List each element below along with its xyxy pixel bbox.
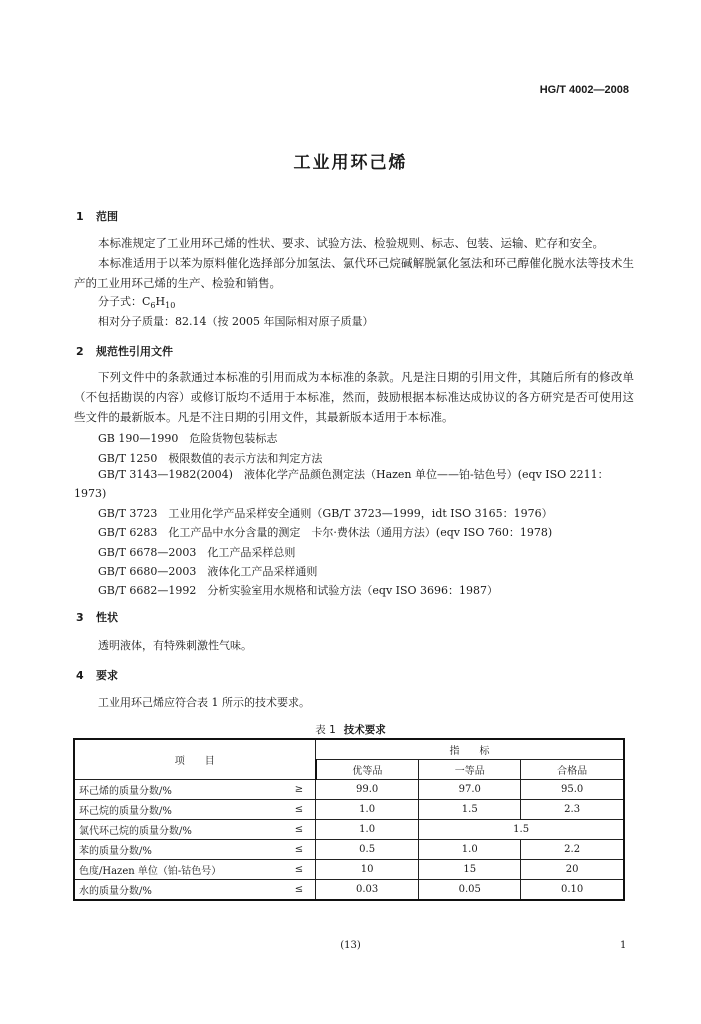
table-row [74,780,624,800]
row-operator: ≤ [283,800,316,820]
reference-item: GB/T 6283 化工产品中水分含量的测定 卡尔·费休法（通用方法）(eqv ISO 760：1978) [98,526,553,539]
table-header-row [74,739,624,760]
section-2-heading [76,343,173,359]
reference-item: GB/T 3143—1982(2004) 液体化学产品颜色测定法（Hazen 单位——铂-钴色号）(eqv ISO 2211： [98,468,609,481]
row-item: 水的质量分数/% [74,880,283,901]
row-operator: ≤ [283,880,316,901]
section-2-number: 2 [76,345,84,358]
formula-h: H [155,295,166,308]
row-value: 1.0 [316,800,419,820]
row-value: 2.3 [521,800,624,820]
table-row [74,800,624,820]
formula-h-subscript: 10 [165,301,176,311]
row-value: 0.03 [316,880,419,901]
table-caption-title: 技术要求 [343,724,386,736]
section-3-heading [76,609,118,625]
row-value: 0.5 [316,840,419,860]
reference-item: GB/T 6680—2003 液体化工产品采样通则 [98,565,318,578]
table-caption-label: 表 1 [315,724,336,736]
section-1-paragraph-2: 本标准适用于以苯为原料催化选择部分加氢法、氯代环己烷碱解脱氯化氢法和环己醇催化脱水法等技术生产的工业用环己烯的生产、检验和销售。 [74,256,634,290]
row-value: 1.0 [316,820,419,840]
table-row [74,820,624,840]
row-value: 2.2 [521,840,624,860]
formula-c-subscript: 6 [150,301,156,311]
reference-item: GB 190—1990 危险货物包装标志 [98,432,278,445]
section-4-text: 工业用环己烯应符合表 1 所示的技术要求。 [98,696,310,709]
row-value: 0.05 [419,880,521,901]
footer-page-label: (13) [340,940,361,951]
section-1-paragraph-1: 本标准规定了工业用环己烯的性状、要求、试验方法、检验规则、标志、包装、运输、贮存和安全。 [98,236,604,250]
reference-item: GB/T 6678—2003 化工产品采样总则 [98,546,296,559]
row-item: 氯代环己烷的质量分数/% [74,820,283,840]
section-1-number: 1 [76,210,84,223]
header-item: 项 目 [74,739,316,780]
header-index: 指 标 [316,739,625,760]
reference-item: GB/T 1250 极限数值的表示方法和判定方法 [98,452,323,465]
section-3-title: 性状 [96,611,118,624]
grade-superior: 优等品 [316,760,419,780]
section-2-paragraph: 下列文件中的条款通过本标准的引用而成为本标准的条款。凡是注日期的引用文件，其随后所有的修改单（不包括勘误的内容）或修订版均不适用于本标准，然而，鼓励根据本标准达成协议的各方研究是否可使用这些文件的最新版本。凡是不注日期的引用文件，其最新版本适用于本标准。 [74,370,634,424]
row-value: 0.10 [521,880,624,901]
row-value: 99.0 [316,780,419,800]
row-operator: ≤ [283,820,316,840]
formula-label: 分子式： [98,295,142,308]
row-operator: ≥ [283,780,316,800]
row-item: 苯的质量分数/% [74,840,283,860]
section-4-number: 4 [76,669,84,682]
row-value: 95.0 [521,780,624,800]
requirements-table [73,738,625,901]
row-value: 1.5 [419,800,521,820]
formula-c: C [142,295,151,308]
row-value: 20 [521,860,624,880]
row-value-merged: 1.5 [419,820,624,840]
section-2-title: 规范性引用文件 [96,345,173,358]
grade-first: 一等品 [419,760,521,780]
row-item: 色度/Hazen 单位（铂-钴色号） [74,860,283,880]
standard-code: HG/T 4002—2008 [539,84,629,96]
table-row [74,860,624,880]
row-operator: ≤ [283,840,316,860]
reference-item-continuation: 1973) [74,487,107,500]
section-4-title: 要求 [96,669,118,682]
section-1-title: 范围 [96,210,118,223]
row-value: 97.0 [419,780,521,800]
row-operator: ≤ [283,860,316,880]
table-row [74,840,624,860]
section-4-heading [76,667,118,683]
section-1-heading [76,208,118,224]
section-3-number: 3 [76,611,84,624]
document-title: 工业用环己烯 [293,153,408,173]
row-item: 环己烯的质量分数/% [74,780,283,800]
grade-qualified: 合格品 [521,760,624,780]
table-caption [0,722,701,737]
reference-item: GB/T 3723 工业用化学产品采样安全通则（GB/T 3723—1999，idt ISO 3165：1976） [98,507,553,520]
relative-molecular-mass: 相对分子质量：82.14（按 2005 年国际相对原子质量） [98,315,374,328]
table-row [74,880,624,901]
row-value: 1.0 [419,840,521,860]
reference-item: GB/T 6682—1992 分析实验室用水规格和试验方法（eqv ISO 3696：1987） [98,584,499,597]
section-3-text: 透明液体，有特殊刺激性气味。 [98,639,252,652]
row-value: 10 [316,860,419,880]
footer-page-number: 1 [620,940,627,951]
molecular-formula [98,293,175,310]
row-item: 环己烷的质量分数/% [74,800,283,820]
row-value: 15 [419,860,521,880]
